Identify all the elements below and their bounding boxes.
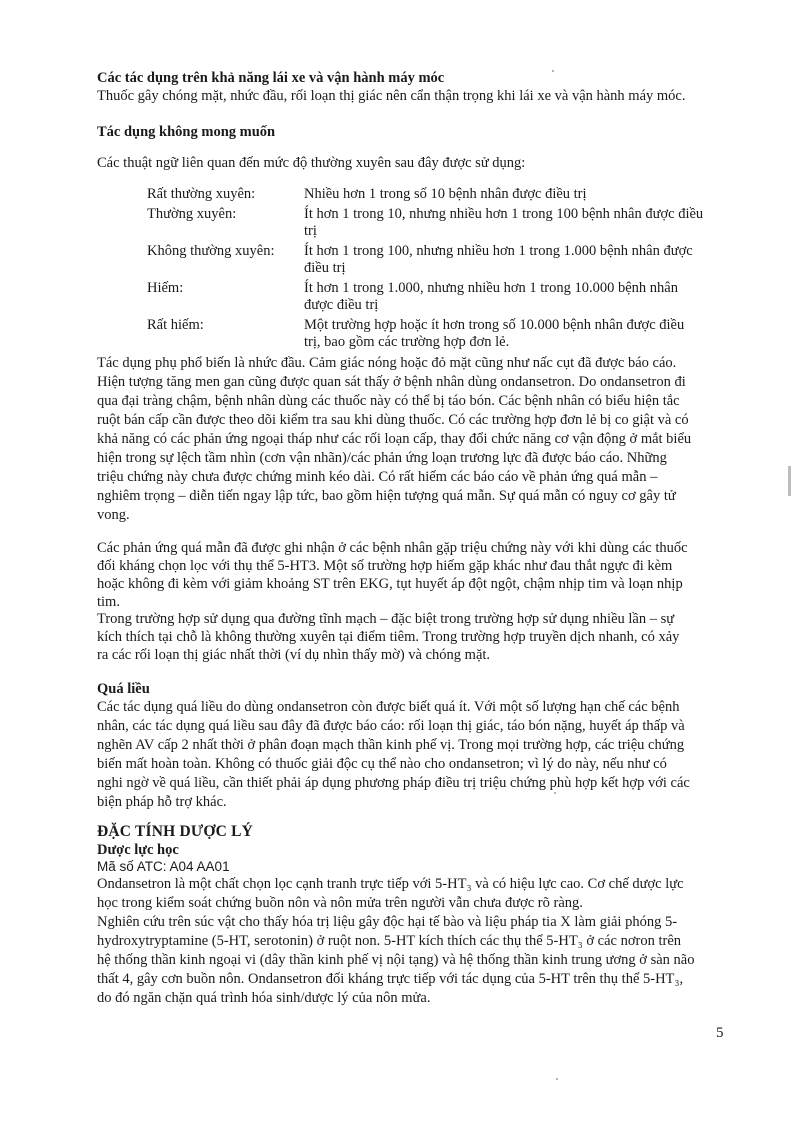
frequency-term: Hiếm: (147, 279, 184, 296)
overdose-line: biện pháp hỗ trợ khác. (97, 794, 227, 810)
adverse-paragraph-line: ruột bán cấp cần được theo dõi kiểm tra sau khi dùng thuốc. Có các trường hợp đơn lẻ bị co giật và có (97, 412, 689, 428)
mechanism-line: hydroxytryptamine (5-HT, serotonin) ở ruột non. 5-HT kích thích các thụ thể 5-HT₃ ở các nơron trên (97, 933, 682, 949)
mechanism-line: hệ thống thần kinh ngoại vi (dây thần kinh phế vị nội tạng) và hệ thống thần kinh trung ương ở sàn não (97, 952, 695, 968)
adverse-paragraph-line: qua đại tràng chậm, bệnh nhân dùng các thuốc này có thể bị táo bón. Các bệnh nhân có biểu hiện tắc (97, 393, 680, 409)
frequency-definition: Nhiều hơn 1 trong số 10 bệnh nhân được điều trị (304, 186, 587, 202)
overdose-line: biến mất hoàn toàn. Không có thuốc giải độc cụ thể nào cho ondansetron; vì lý do này, nếu như có (97, 756, 667, 772)
frequency-term-row (147, 243, 707, 278)
pharmacodynamics-heading: Dược lực học (97, 842, 179, 858)
scan-speck (556, 1078, 558, 1080)
frequency-term: Thường xuyên: (147, 205, 237, 222)
scan-speck (554, 792, 556, 794)
adverse-paragraph-line: hiện trong sự lệch tầm nhìn (cơn vận nhãn)/các phản ứng loạn trương lực đã được báo cáo. Những (97, 450, 667, 466)
adverse-heading: Tác dụng không mong muốn (97, 124, 276, 140)
pharmacology-section-title: ĐẶC TÍNH DƯỢC LÝ (97, 823, 254, 840)
pharmacodynamics-line: học trong kiểm soát chứng buồn nôn và nôn mửa trên người vẫn chưa được rõ ràng. (97, 895, 583, 911)
hypersensitivity-line: đối kháng chọn lọc với thụ thể 5-HT3. Một số trường hợp hiếm gặp khác như đau thắt ngực đi kèm (97, 558, 673, 574)
frequency-term-row (147, 186, 707, 204)
scan-edge-mark (788, 466, 791, 496)
hypersensitivity-line: tim. (97, 594, 120, 610)
adverse-paragraph-line: nghiêm trọng – diễn tiến ngay lập tức, bao gồm hiện tượng quá mẫn. Sự quá mẫn có nguy cơ gây tử (97, 488, 676, 504)
injection-site-line: kích thích tại chỗ là không thường xuyên tại điểm tiêm. Trong trường hợp truyền dịch nhanh, có xảy (97, 629, 680, 645)
hypersensitivity-line: Các phản ứng quá mẫn đã được ghi nhận ở các bệnh nhân gặp triệu chứng này với khi dùng các thuốc (97, 540, 688, 556)
atc-code: Mã số ATC: A04 AA01 (97, 859, 230, 874)
frequency-term-row (147, 280, 707, 315)
injection-site-line: Trong trường hợp sử dụng qua đường tĩnh mạch – đặc biệt trong trường hợp sử dụng nhiều lần – sự (97, 611, 675, 627)
driving-heading: Các tác dụng trên khả năng lái xe và vận hành máy móc (97, 70, 445, 86)
overdose-line: Các tác dụng quá liều do dùng ondansetron còn được biết quá ít. Với một số lượng hạn chế các bệnh (97, 699, 680, 715)
adverse-paragraph-line: vong. (97, 507, 130, 523)
adverse-paragraph-line: triệu chứng này chưa được chứng minh kéo dài. Có rất hiếm các báo cáo về phản ứng quá mẫn – (97, 469, 658, 485)
pharmacodynamics-line: Ondansetron là một chất chọn lọc cạnh tranh trực tiếp với 5-HT₃ và có hiệu lực cao. Cơ chế dược lực (97, 876, 684, 892)
adverse-paragraph-line: khả năng có các phản ứng ngoại tháp như các rối loạn cấp, thay đổi chức năng cơ vận động ở mắt biểu (97, 431, 692, 447)
mechanism-line: Nghiên cứu trên súc vật cho thấy hóa trị liệu gây độc hại tế bào và liệu pháp tia X làm giải phóng 5- (97, 914, 678, 930)
frequency-term-row (147, 206, 707, 241)
overdose-heading: Quá liều (97, 681, 150, 697)
adverse-intro: Các thuật ngữ liên quan đến mức độ thường xuyên sau đây được sử dụng: (97, 155, 526, 171)
frequency-definition: Một trường hợp hoặc ít hơn trong số 10.000 bệnh nhân được điều trị, bao gồm các trường hợp đơn lẻ. (304, 316, 685, 350)
hypersensitivity-line: hoặc không đi kèm với giảm khoảng ST trên EKG, tụt huyết áp đột ngột, chậm nhịp tim và loạn nhịp (97, 576, 683, 592)
overdose-line: nghẽn AV cấp 2 nhất thời ở phân đoạn mạch thần kinh phế vị. Trong mọi trường hợp, các triệu chứng (97, 737, 685, 753)
frequency-definition: Ít hơn 1 trong 1.000, nhưng nhiều hơn 1 trong 10.000 bệnh nhân được điều trị (304, 279, 678, 313)
frequency-definition: Ít hơn 1 trong 10, nhưng nhiều hơn 1 trong 100 bệnh nhân được điều trị (304, 205, 704, 239)
overdose-line: nhân, các tác dụng quá liều sau đây đã được báo cáo: rối loạn thị giác, táo bón nặng, huyết áp thấp và (97, 718, 685, 734)
frequency-term-row (147, 317, 707, 352)
adverse-paragraph-line: Hiện tượng tăng men gan cũng được quan sát thấy ở bệnh nhân dùng ondansetron. Do ondansetron đi (97, 374, 686, 390)
adverse-paragraph-line: Tác dụng phụ phổ biến là nhức đầu. Cảm giác nóng hoặc đỏ mặt cũng như nấc cụt đã được báo cáo. (97, 355, 677, 371)
frequency-definition: Ít hơn 1 trong 100, nhưng nhiều hơn 1 trong 1.000 bệnh nhân được điều trị (304, 242, 693, 276)
page-number: 5 (716, 1025, 724, 1041)
driving-text: Thuốc gây chóng mặt, nhức đầu, rối loạn thị giác nên cẩn thận trọng khi lái xe và vận hành máy móc. (97, 88, 686, 104)
frequency-term-list (147, 186, 707, 352)
frequency-term: Không thường xuyên: (147, 242, 275, 259)
mechanism-line: thất 4, gây cơn buồn nôn. Ondansetron đối kháng trực tiếp với tác dụng của 5-HT trên thụ thể 5-HT₃, (97, 971, 684, 987)
frequency-term: Rất hiếm: (147, 316, 204, 333)
frequency-term: Rất thường xuyên: (147, 186, 256, 202)
mechanism-line: do đó ngăn chặn quá trình hóa sinh/dược lý của nôn mửa. (97, 990, 431, 1006)
injection-site-line: ra các rối loạn thị giác nhất thời (ví dụ nhìn thấy mờ) và chóng mặt. (97, 647, 491, 663)
scan-speck (552, 70, 554, 72)
overdose-line: nghi ngờ về quá liều, cần thiết phải áp dụng phương pháp điều trị triệu chứng phù hợp kết hợp với các (97, 775, 690, 791)
